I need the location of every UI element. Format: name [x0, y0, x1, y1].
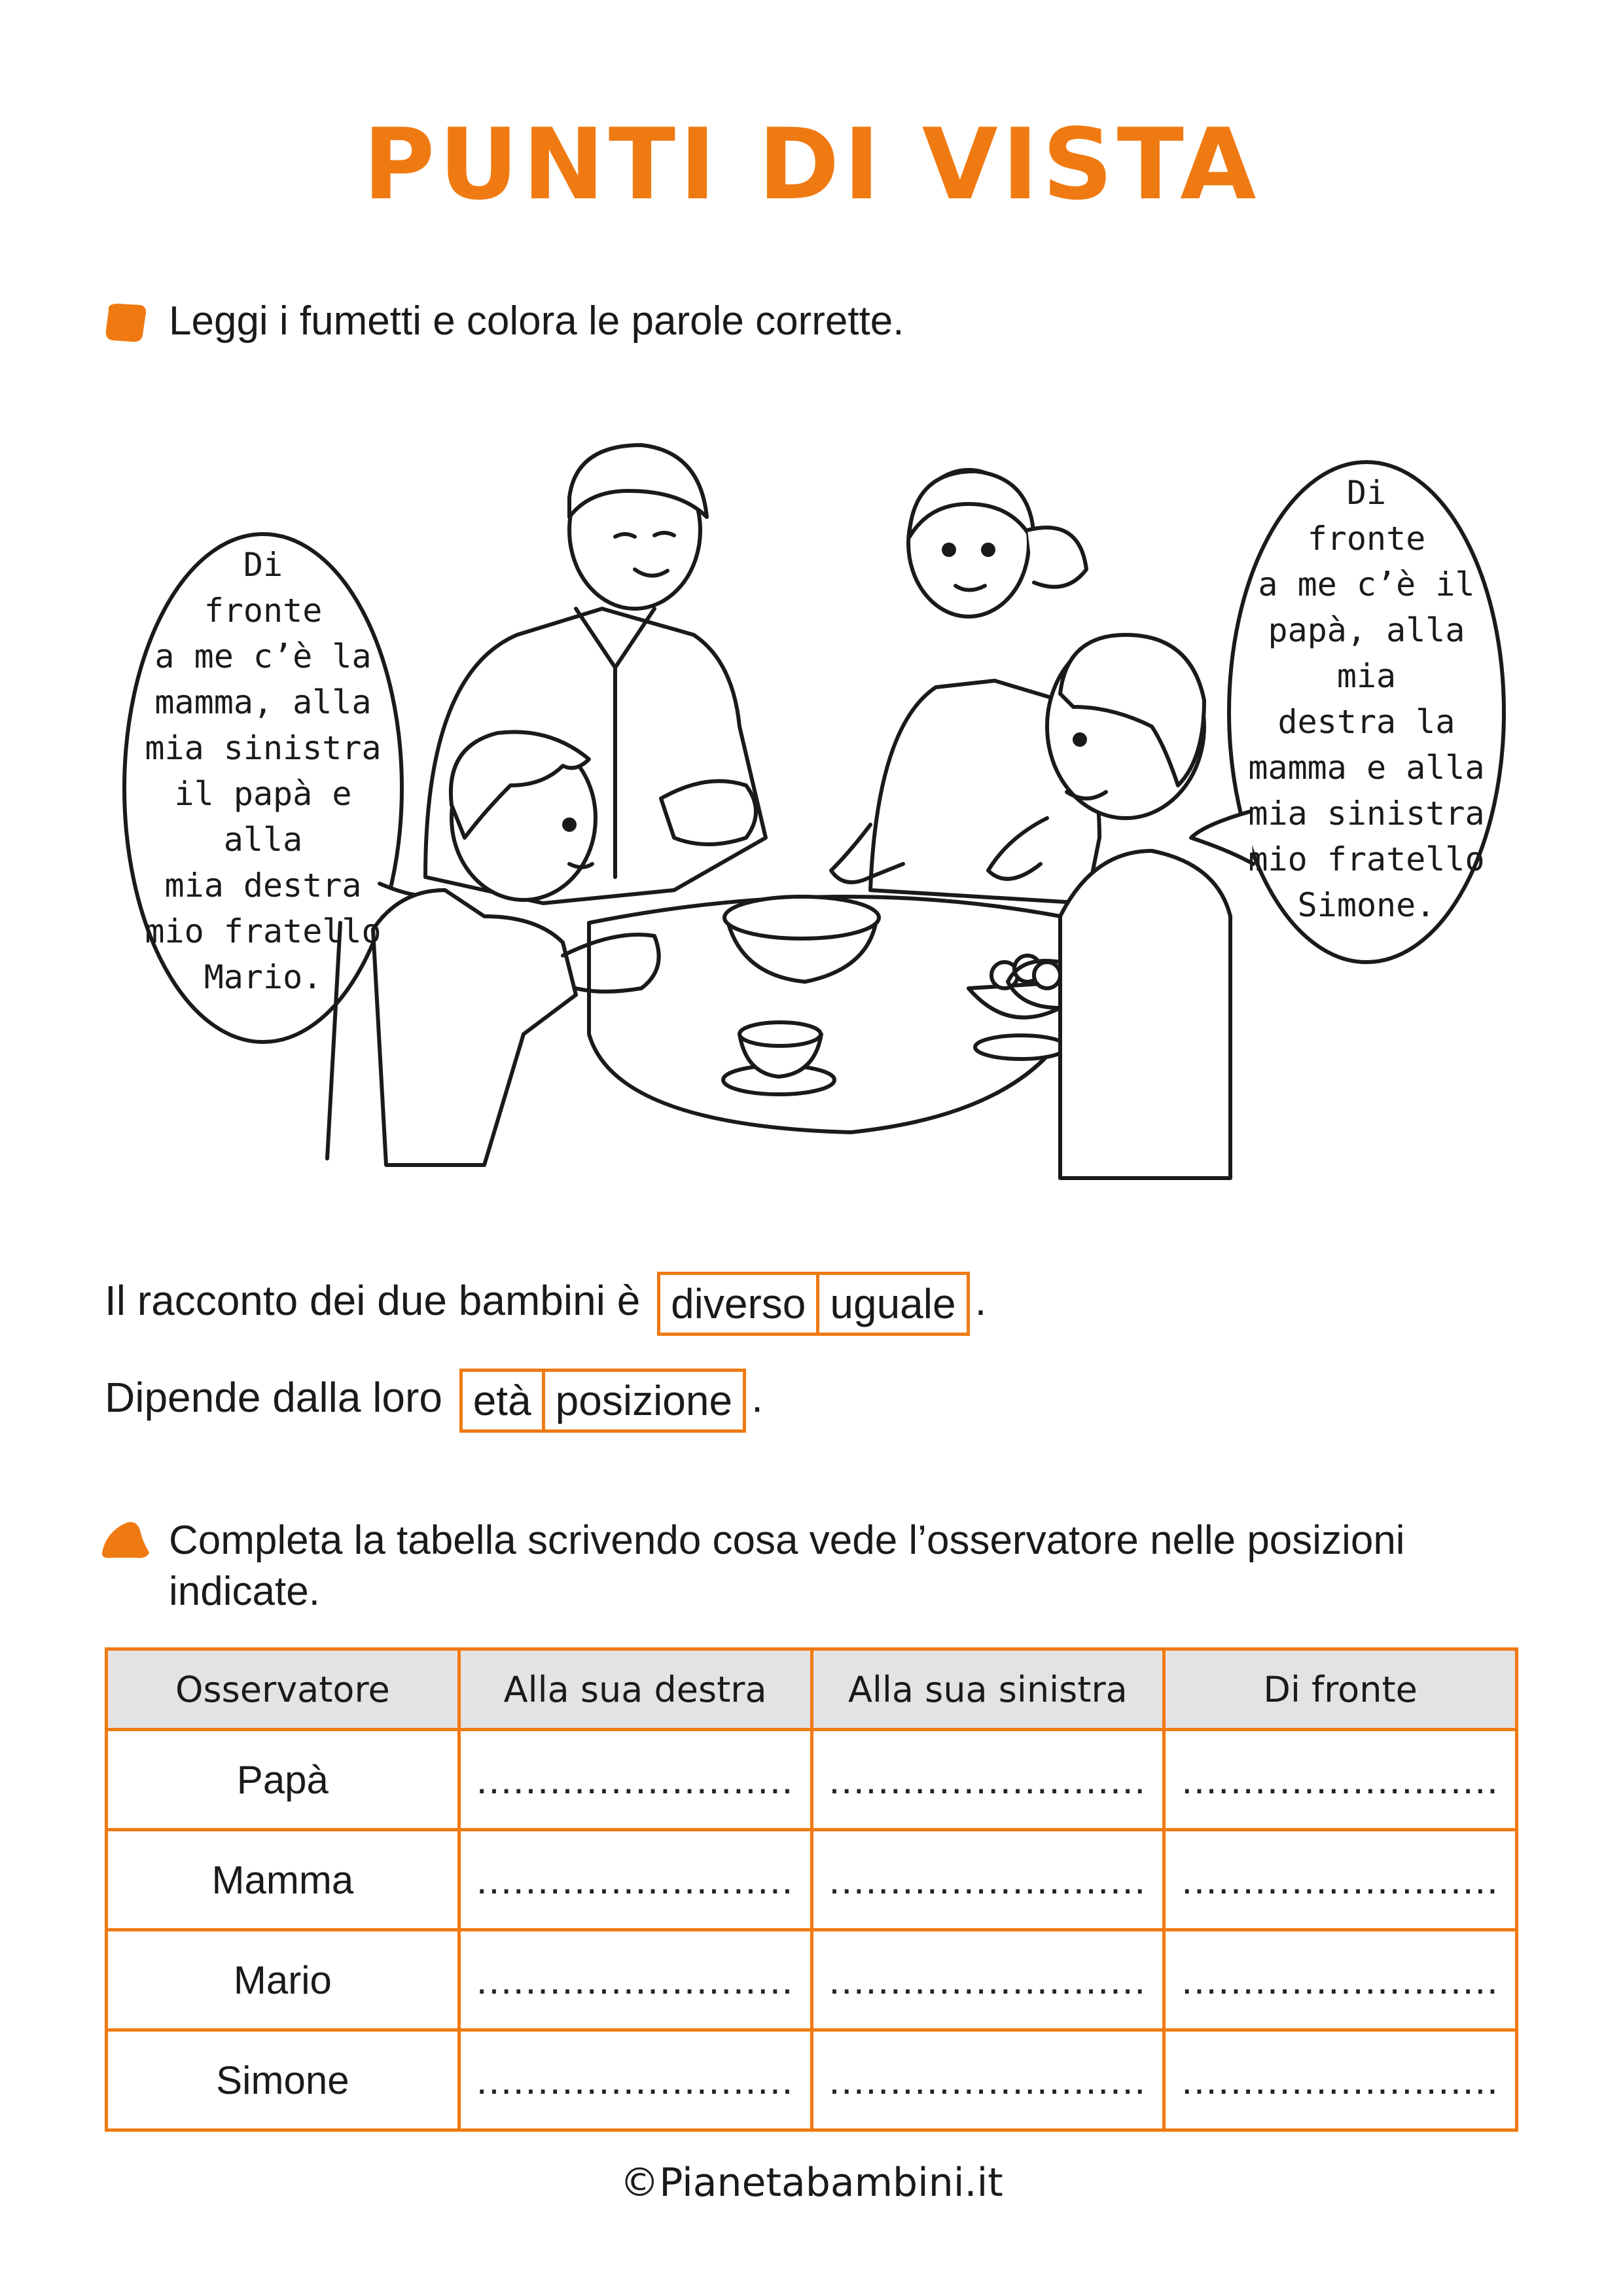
- choice-group-1: [657, 1272, 970, 1336]
- table-row: [107, 2030, 1517, 2130]
- table-row: [107, 1730, 1517, 1830]
- choice-group-2: [459, 1369, 746, 1433]
- answer-blank[interactable]: ..........................: [1164, 1930, 1517, 2030]
- answer-blank[interactable]: ..........................: [459, 1730, 812, 1830]
- observer-name: Mario: [107, 1930, 459, 2030]
- sentence-2: Dipende dalla loro età posizione .: [105, 1368, 763, 1433]
- header-observer: Osservatore: [107, 1649, 459, 1730]
- table-row: [107, 1830, 1517, 1930]
- answer-blank[interactable]: ..........................: [1164, 1730, 1517, 1830]
- table-row: [107, 1930, 1517, 2030]
- answer-blank[interactable]: ..........................: [459, 1930, 812, 2030]
- family-illustration: [118, 419, 1518, 1204]
- observer-name: Simone: [107, 2030, 459, 2130]
- option-uguale[interactable]: uguale: [816, 1275, 966, 1333]
- observer-table: [105, 1647, 1518, 2132]
- answer-blank[interactable]: ..........................: [812, 1930, 1164, 2030]
- sentence-2-prefix: Dipende dalla loro: [105, 1374, 442, 1421]
- answer-blank[interactable]: ..........................: [812, 2030, 1164, 2130]
- table-header-row: [107, 1649, 1517, 1730]
- bubble-left-text: Di fronte a me c’è la mamma, alla mia sinistra il papà e alla mia destra mio fratello Mario.: [145, 546, 382, 996]
- instruction-1: Leggi i fumetti e colora le parole corrette.: [169, 298, 904, 344]
- option-eta[interactable]: età: [473, 1377, 531, 1425]
- answer-blank[interactable]: ..........................: [1164, 1830, 1517, 1930]
- answer-blank[interactable]: ..........................: [459, 2030, 812, 2130]
- sentence-1-prefix: Il racconto dei due bambini è: [105, 1277, 641, 1324]
- option-diverso[interactable]: diverso: [671, 1280, 806, 1328]
- bullet-icon: [99, 1518, 152, 1562]
- header-front: Di fronte: [1164, 1649, 1517, 1730]
- observer-name: Papà: [107, 1730, 459, 1830]
- page-title: PUNTI DI VISTA: [363, 108, 1260, 222]
- answer-blank[interactable]: ..........................: [812, 1730, 1164, 1830]
- footer-credit: ©Pianetabambini.it: [620, 2160, 1003, 2206]
- observer-name: Mamma: [107, 1830, 459, 1930]
- option-posizione[interactable]: posizione: [542, 1372, 743, 1429]
- answer-blank[interactable]: ..........................: [1164, 2030, 1517, 2130]
- sentence-1: Il racconto dei due bambini è diverso uguale .: [105, 1271, 986, 1336]
- instruction-2: Completa la tabella scrivendo cosa vede l’osservatore nelle posizioni indicate.: [169, 1518, 1405, 1614]
- bullet-icon: [103, 301, 149, 344]
- answer-blank[interactable]: ..........................: [459, 1830, 812, 1930]
- answer-blank[interactable]: ..........................: [812, 1830, 1164, 1930]
- bubble-right-text: Di fronte a me c’è il papà, alla mia destra la mamma e alla mia sinistra mio fratello Simone.: [1248, 474, 1485, 924]
- header-right: Alla sua destra: [459, 1649, 812, 1730]
- header-left: Alla sua sinistra: [812, 1649, 1164, 1730]
